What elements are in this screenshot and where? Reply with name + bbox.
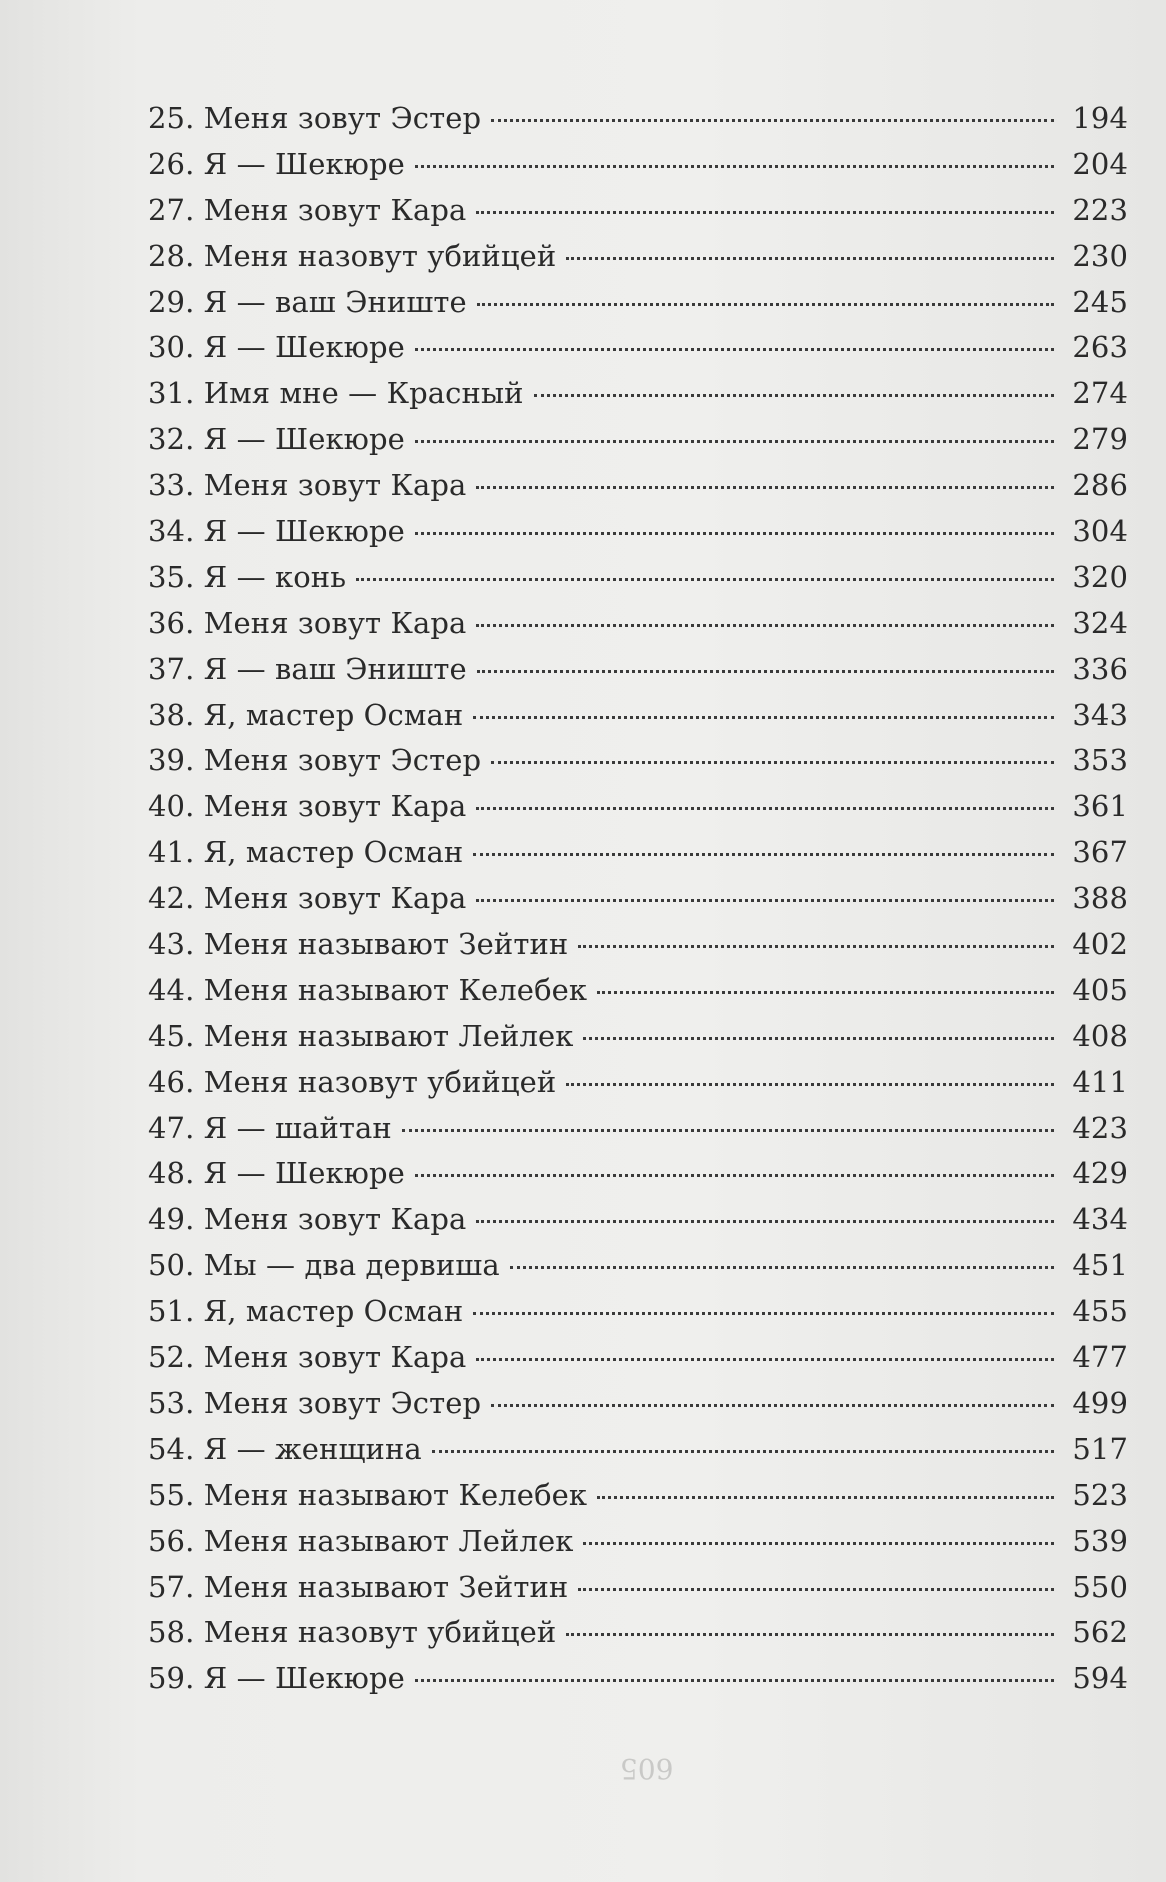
dot-leader xyxy=(402,1129,1054,1132)
toc-entry xyxy=(148,1014,1128,1060)
toc-entry-title: 55. Меня называют Келебек xyxy=(148,1477,588,1512)
toc-entry-page: 517 xyxy=(1072,1431,1128,1466)
dot-leader xyxy=(476,807,1054,810)
toc-entry-title: 51. Я, мастер Осман xyxy=(148,1294,464,1329)
toc-entry-page: 423 xyxy=(1072,1110,1128,1145)
dot-leader xyxy=(473,1312,1054,1315)
toc-entry-title: 30. Я — Шекюре xyxy=(148,330,405,365)
toc-entry-page: 499 xyxy=(1072,1385,1128,1420)
page-number-show-through: 605 xyxy=(620,1752,674,1785)
toc-entry xyxy=(148,1656,1128,1702)
dot-leader xyxy=(476,1220,1054,1223)
dot-leader xyxy=(566,1633,1054,1636)
dot-leader xyxy=(476,486,1054,489)
toc-entry xyxy=(148,1289,1128,1335)
toc-entry-page: 336 xyxy=(1072,651,1128,686)
toc-entry-title: 25. Меня зовут Эстер xyxy=(148,101,482,135)
toc-entry-title: 49. Меня зовут Кара xyxy=(148,1202,467,1237)
toc-entry-page: 286 xyxy=(1072,468,1128,503)
toc-entry-page: 594 xyxy=(1072,1661,1128,1696)
toc-entry-title: 34. Я — Шекюре xyxy=(148,514,405,549)
toc-entry-title: 50. Мы — два дервиша xyxy=(148,1248,500,1283)
toc-entry xyxy=(148,693,1128,739)
toc-entry-page: 477 xyxy=(1072,1340,1128,1375)
toc-entry-page: 263 xyxy=(1072,330,1128,365)
toc-entry xyxy=(148,830,1128,876)
toc-entry xyxy=(148,922,1128,968)
toc-entry xyxy=(148,1565,1128,1611)
dot-leader xyxy=(534,394,1054,397)
dot-leader xyxy=(566,1083,1054,1086)
toc-entry xyxy=(148,647,1128,693)
toc-entry-page: 411 xyxy=(1072,1064,1128,1099)
dot-leader xyxy=(510,1266,1054,1269)
toc-entry-title: 37. Я — ваш Эниште xyxy=(148,651,467,686)
toc-entry xyxy=(148,1060,1128,1106)
dot-leader xyxy=(566,257,1054,260)
toc-entry-title: 33. Меня зовут Кара xyxy=(148,468,467,503)
toc-entry xyxy=(148,417,1128,463)
toc-entry-title: 56. Меня называют Лейлек xyxy=(148,1523,574,1558)
toc-entry-page: 279 xyxy=(1072,422,1128,457)
toc-entry-title: 42. Меня зовут Кара xyxy=(148,881,467,916)
toc-entry-title: 43. Меня называют Зейтин xyxy=(148,927,569,962)
toc-entry-page: 562 xyxy=(1072,1615,1128,1650)
toc-entry-page: 429 xyxy=(1072,1156,1128,1191)
toc-entry-title: 36. Меня зовут Кара xyxy=(148,605,467,640)
toc-entry xyxy=(148,876,1128,922)
dot-leader xyxy=(491,1404,1054,1407)
toc-entry xyxy=(148,509,1128,555)
toc-entry-page: 405 xyxy=(1072,972,1128,1007)
toc-entry-title: 44. Меня называют Келебек xyxy=(148,972,588,1007)
dot-leader xyxy=(491,761,1054,764)
toc-entry-page: 451 xyxy=(1072,1248,1128,1283)
toc-entry-title: 47. Я — шайтан xyxy=(148,1110,392,1145)
toc-entry-title: 31. Имя мне — Красный xyxy=(148,376,524,411)
dot-leader xyxy=(583,1542,1054,1545)
toc-entry-page: 402 xyxy=(1072,927,1128,962)
toc-entry xyxy=(148,325,1128,371)
toc-entry xyxy=(148,1519,1128,1565)
toc-entry-page: 388 xyxy=(1072,881,1128,916)
toc-entry-title: 57. Меня называют Зейтин xyxy=(148,1569,569,1604)
dot-leader xyxy=(476,624,1054,627)
toc-entry xyxy=(148,601,1128,647)
toc-entry-page: 320 xyxy=(1072,559,1128,594)
dot-leader xyxy=(597,991,1054,994)
toc-entry xyxy=(148,96,1128,142)
toc-entry-title: 58. Меня назовут убийцей xyxy=(148,1615,557,1650)
toc-entry-page: 523 xyxy=(1072,1477,1128,1512)
toc-entry-page: 353 xyxy=(1072,743,1128,778)
toc-entry xyxy=(148,1610,1128,1656)
dot-leader xyxy=(477,670,1054,673)
toc-entry-title: 35. Я — конь xyxy=(148,559,347,594)
toc-entry xyxy=(148,234,1128,280)
toc-entry-page: 455 xyxy=(1072,1294,1128,1329)
toc-entry-title: 27. Меня зовут Кара xyxy=(148,192,467,227)
toc-entry-title: 38. Я, мастер Осман xyxy=(148,697,464,732)
toc-entry-page: 343 xyxy=(1072,697,1128,732)
toc-entry xyxy=(148,463,1128,509)
dot-leader xyxy=(597,1496,1054,1499)
toc-entry-title: 48. Я — Шекюре xyxy=(148,1156,405,1191)
toc-entry-title: 45. Меня называют Лейлек xyxy=(148,1018,574,1053)
dot-leader xyxy=(473,853,1054,856)
toc-entry xyxy=(148,280,1128,326)
dot-leader xyxy=(473,716,1054,719)
toc-entry xyxy=(148,1106,1128,1152)
dot-leader xyxy=(578,1588,1054,1591)
toc-entry xyxy=(148,1427,1128,1473)
toc-entry-page: 245 xyxy=(1072,284,1128,319)
toc-entry xyxy=(148,555,1128,601)
toc-entry-title: 32. Я — Шекюре xyxy=(148,422,405,457)
toc-entry xyxy=(148,1197,1128,1243)
toc-entry xyxy=(148,1473,1128,1519)
toc-entry-page: 304 xyxy=(1072,514,1128,549)
toc-entry-title: 52. Меня зовут Кара xyxy=(148,1340,467,1375)
toc-entry xyxy=(148,1243,1128,1289)
toc-entry-title: 29. Я — ваш Эниште xyxy=(148,284,467,319)
dot-leader xyxy=(578,945,1054,948)
toc-entry-title: 54. Я — женщина xyxy=(148,1431,422,1466)
toc-entry-page: 550 xyxy=(1072,1569,1128,1604)
toc-entry-page: 223 xyxy=(1072,192,1128,227)
toc-entry-page: 324 xyxy=(1072,605,1128,640)
toc-entry xyxy=(148,1151,1128,1197)
dot-leader xyxy=(356,578,1054,581)
toc-entry-page: 274 xyxy=(1072,376,1128,411)
toc-entry xyxy=(148,738,1128,784)
dot-leader xyxy=(491,119,1054,122)
toc-entry xyxy=(148,142,1128,188)
dot-leader xyxy=(583,1037,1054,1040)
toc-entry xyxy=(148,1335,1128,1381)
toc-entry-title: 53. Меня зовут Эстер xyxy=(148,1385,482,1420)
toc-entry-title: 46. Меня назовут убийцей xyxy=(148,1064,557,1099)
toc-entry-page: 367 xyxy=(1072,835,1128,870)
toc-entry-title: 26. Я — Шекюре xyxy=(148,146,405,181)
dot-leader xyxy=(415,1679,1054,1682)
toc-entry xyxy=(148,968,1128,1014)
toc-entry-page: 408 xyxy=(1072,1018,1128,1053)
toc-entry xyxy=(148,188,1128,234)
toc-entry-title: 39. Меня зовут Эстер xyxy=(148,743,482,778)
toc-entry-page: 204 xyxy=(1072,146,1128,181)
dot-leader xyxy=(476,899,1054,902)
table-of-contents xyxy=(148,96,1128,1702)
toc-entry-page: 539 xyxy=(1072,1523,1128,1558)
dot-leader xyxy=(476,211,1054,214)
toc-entry-title: 59. Я — Шекюре xyxy=(148,1661,405,1696)
dot-leader xyxy=(415,1174,1054,1177)
dot-leader xyxy=(415,532,1054,535)
toc-entry-page: 194 xyxy=(1072,101,1128,135)
dot-leader xyxy=(415,440,1054,443)
toc-entry xyxy=(148,371,1128,417)
dot-leader xyxy=(415,165,1054,168)
toc-entry xyxy=(148,784,1128,830)
dot-leader xyxy=(432,1450,1054,1453)
toc-entry-title: 41. Я, мастер Осман xyxy=(148,835,464,870)
toc-entry-page: 230 xyxy=(1072,238,1128,273)
dot-leader xyxy=(476,1358,1054,1361)
dot-leader xyxy=(415,348,1054,351)
toc-entry xyxy=(148,1381,1128,1427)
toc-entry-page: 434 xyxy=(1072,1202,1128,1237)
toc-entry-title: 28. Меня назовут убийцей xyxy=(148,238,557,273)
dot-leader xyxy=(477,303,1054,306)
toc-entry-title: 40. Меня зовут Кара xyxy=(148,789,467,824)
toc-entry-page: 361 xyxy=(1072,789,1128,824)
